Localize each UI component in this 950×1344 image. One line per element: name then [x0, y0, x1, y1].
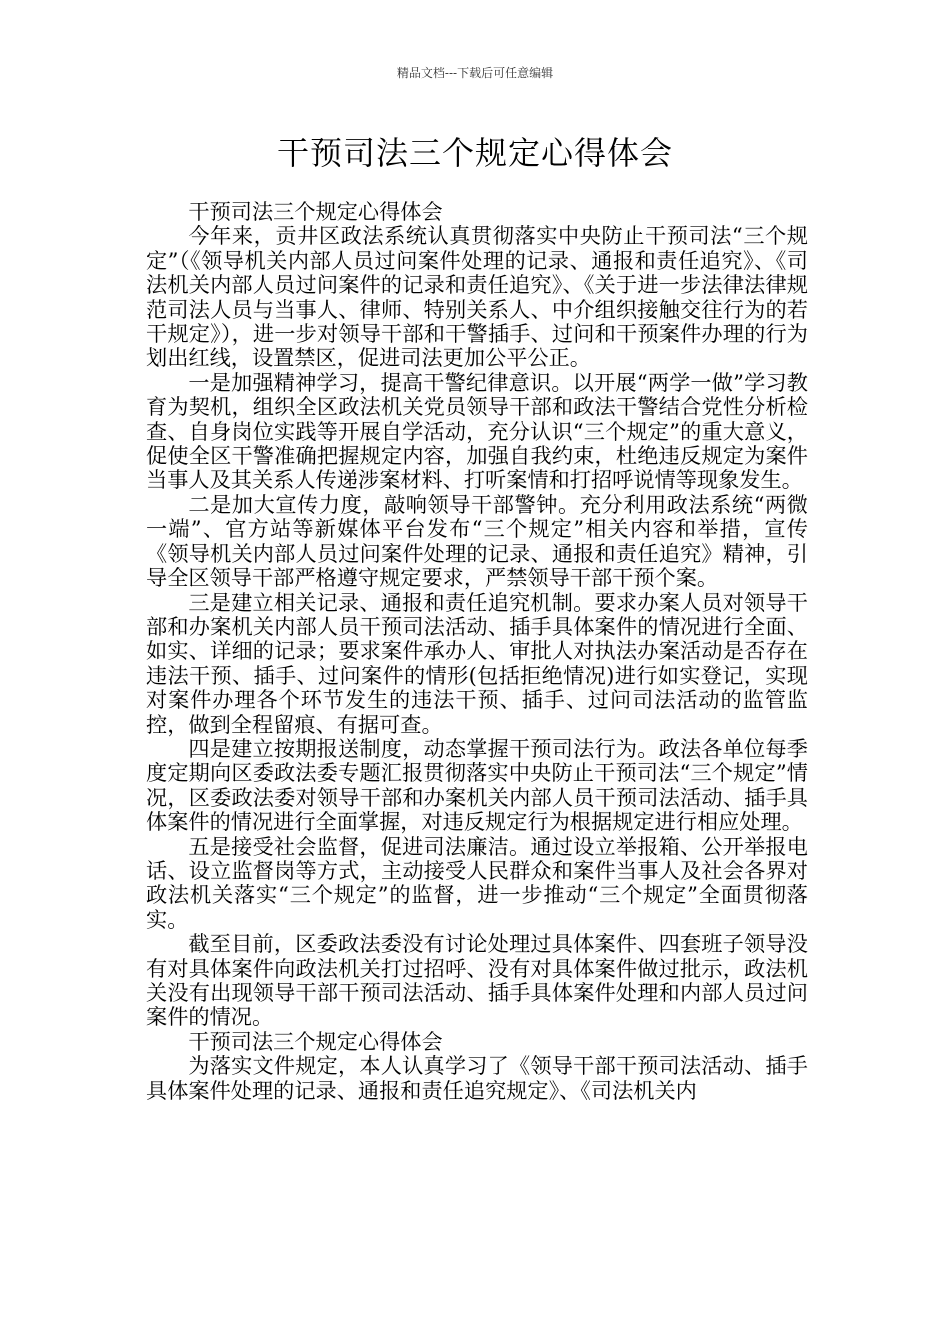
paragraph: 干预司法三个规定心得体会 — [188, 199, 443, 224]
document-body — [146, 200, 808, 1103]
paragraph: 今年来，贡井区政法系统认真贯彻落实中央防止干预司法“三个规定”（《领导机关内部人员过问案件处理的记录、通报和责任追究》、《司法机关内部人员过问案件的记录和责任追究》、《关于进一步法律法律规范司法人员与当事人、律师、特别关系人、中介组织接触交往行为的若干规定》），进一步对领导干部和干警插手、过问和干预案件办理的行为划出红线，设置禁区，促进司法更加公平公正。 — [146, 223, 808, 371]
header-note: 精品文档---下载后可任意编辑 — [396, 66, 554, 80]
paragraph: 四是建立按期报送制度，动态掌握干预司法行为。政法各单位每季度定期向区委政法委专题汇报贯彻落实中央防止干预司法“三个规定”情况，区委政法委对领导干部和办案机关内部人员干预司法活动、插手具体案件的情况进行全面掌握，对违反规定行为根据规定进行相应处理。 — [146, 735, 808, 835]
paragraph: 二是加大宣传力度，敲响领导干部警钟。充分利用政法系统“两微一端”、官方站等新媒体平台发布“三个规定”相关内容和举措，宣传《领导机关内部人员过问案件处理的记录、通报和责任追究》精神，引导全区领导干部严格遵守规定要求，严禁领导干部干预个案。 — [146, 491, 808, 591]
paragraph: 干预司法三个规定心得体会 — [188, 1028, 443, 1054]
document-title: 干预司法三个规定心得体会 — [276, 134, 673, 172]
paragraph: 三是建立相关记录、通报和责任追究机制。要求办案人员对领导干部和办案机关内部人员干预司法活动、插手具体案件的情况进行全面、如实、详细的记录；要求案件承办人、审批人对执法办案活动是否存在违法干预、插手、过问案件的情形(包括拒绝情况)进行如实登记，实现对案件办理各个环节发生的违法干预、插手、过问司法活动的监管监控，做到全程留痕、有据可查。 — [146, 589, 808, 737]
paragraph: 为落实文件规定，本人认真学习了《领导干部干预司法活动、插手具体案件处理的记录、通报和责任追究规定》、《司法机关内 — [146, 1053, 808, 1103]
paragraph: 五是接受社会监督，促进司法廉洁。通过设立举报箱、公开举报电话、设立监督岗等方式，主动接受人民群众和案件当事人及社会各界对政法机关落实“三个规定”的监督，进一步推动“三个规定”全面贯彻落实。 — [146, 833, 808, 932]
paragraph: 截至目前，区委政法委没有讨论处理过具体案件、四套班子领导没有对具体案件向政法机关打过招呼、没有对具体案件做过批示，政法机关没有出现领导干部干预司法活动、插手具体案件处理和内部人员过问案件的情况。 — [146, 931, 808, 1030]
paragraph: 一是加强精神学习，提高干警纪律意识。以开展“两学一做”学习教育为契机，组织全区政法机关党员领导干部和政法干警结合党性分析检查、自身岗位实践等开展自学活动，充分认识“三个规定”的重大意义，促使全区干警准确把握规定内容，加强自我约束，杜绝违反规定为案件当事人及其关系人传递涉案材料、打听案情和打招呼说情等现象发生。 — [146, 369, 808, 493]
